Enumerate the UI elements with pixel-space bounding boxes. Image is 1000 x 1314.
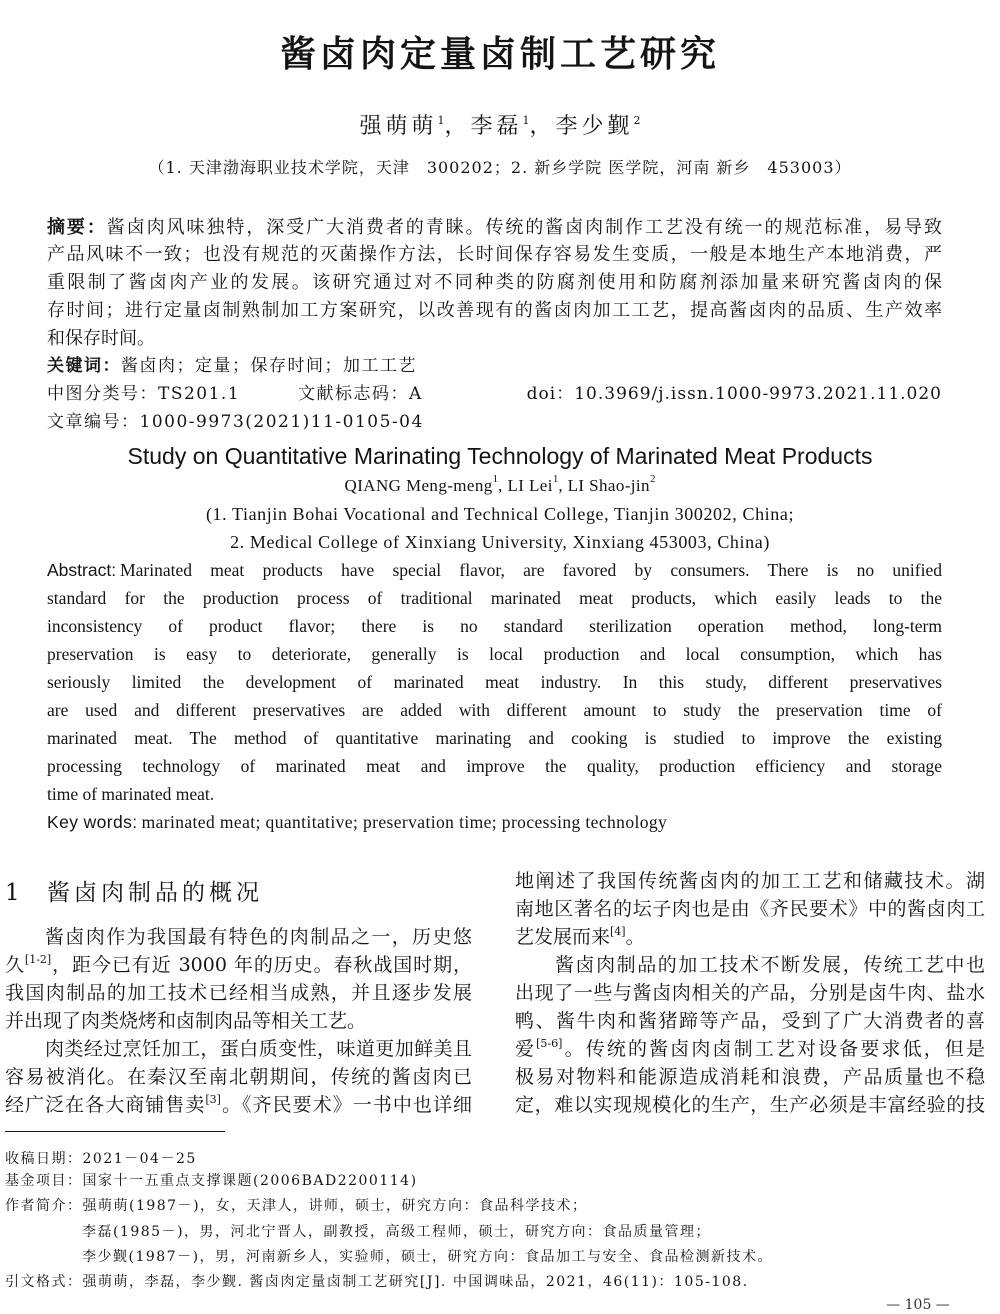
body-text: ，距今已有近 3000 年的历史。春秋战国时期， bbox=[51, 954, 472, 976]
abstract-en-line: are used and different preservatives are added with different amount to study the preservation time of bbox=[47, 700, 942, 720]
author-affiliation-mark: 1 bbox=[437, 114, 445, 127]
footnote-value: 2021－04－25 bbox=[82, 1151, 197, 1167]
authors-cn bbox=[0, 110, 1000, 144]
doi-value: 10.3969/j.issn.1000-9973.2021.11.020 bbox=[574, 384, 942, 404]
author-affiliation-mark: 1 bbox=[492, 473, 499, 485]
abstract-en-line: inconsistency of product flavor; there is no standard sterilization operation method, long-term bbox=[47, 616, 942, 636]
classification-value: TS201.1 bbox=[158, 384, 241, 404]
body-line: 我国肉制品的加工技术已经相当成熟，并且逐步发展 bbox=[5, 982, 472, 1004]
article-number-value: 1000-9973(2021)11-0105-04 bbox=[139, 412, 424, 432]
abstract-en-line: seriously limited the development of marinated meat industry. In this study, different preservatives bbox=[47, 672, 942, 692]
body-line: 南地区著名的坛子肉也是由《齐民要术》中的酱卤肉工 bbox=[515, 898, 985, 920]
body-line: 酱卤肉作为我国最有特色的肉制品之一，历史悠 bbox=[45, 926, 472, 948]
section-heading bbox=[5, 876, 263, 910]
keywords-en-text: marinated meat; quantitative; preservation time; processing technology bbox=[141, 812, 668, 832]
abstract-cn-line bbox=[47, 214, 942, 242]
author-name: 强萌萌 bbox=[359, 114, 438, 139]
keywords-cn-text: 酱卤肉；定量；保存时间；加工工艺 bbox=[121, 356, 417, 376]
footnote-value: 强萌萌，李磊，李少觐. 酱卤肉定量卤制工艺研究[J]. 中国调味品，2021，46(11)：105-108. bbox=[82, 1274, 749, 1290]
footnote-divider bbox=[5, 1131, 225, 1132]
author-affiliation-mark: 1 bbox=[552, 473, 559, 485]
body-text: 经广泛在各大商铺售卖 bbox=[5, 1094, 206, 1116]
document-code-value: A bbox=[409, 384, 423, 404]
abstract-en-text: Marinated meat products have special flavor, are favored by consumers. There is no unified bbox=[120, 560, 942, 580]
body-text: 。《齐民要术》一书中也详细 bbox=[220, 1094, 472, 1116]
abstract-en-label: Abstract: bbox=[47, 560, 117, 580]
article-number-label: 文章编号： bbox=[47, 412, 140, 432]
footnote-label: 收稿日期： bbox=[5, 1151, 83, 1167]
body-line: 并出现了肉类烧烤和卤制肉品等相关工艺。 bbox=[5, 1010, 367, 1032]
footnote-label: 引文格式： bbox=[5, 1274, 83, 1290]
footnote-author-bio bbox=[5, 1194, 588, 1218]
doi bbox=[527, 380, 942, 408]
body-text: 艺发展而来 bbox=[515, 926, 611, 948]
keywords-cn bbox=[47, 352, 417, 380]
classification-label: 中图分类号： bbox=[47, 384, 158, 404]
abstract-cn-line: 重限制了酱卤肉产业的发展。该研究通过对不同种类的防腐剂使用和防腐剂添加量来研究酱卤肉的保 bbox=[47, 272, 942, 293]
affiliation-cn: （1. 天津渤海职业技术学院，天津 300202；2. 新乡学院 医学院，河南 新乡 453003） bbox=[148, 158, 852, 177]
abstract-en-line: processing technology of marinated meat and improve the quality, production efficiency and storage bbox=[47, 756, 942, 776]
section-number: 1 bbox=[5, 880, 20, 906]
body-line: 出现了一些与酱卤肉相关的产品，分别是卤牛肉、盐水 bbox=[515, 982, 985, 1004]
footnote-value: 强萌萌(1987－)，女，天津人，讲师，硕士，研究方向：食品科学技术； bbox=[82, 1198, 588, 1214]
body-line bbox=[515, 923, 985, 951]
footnote-author-bio: 李磊(1985－)，男，河北宁晋人，副教授，高级工程师，硕士，研究方向：食品质量管理； bbox=[82, 1224, 712, 1240]
body-line bbox=[5, 951, 472, 979]
author-name-en: QIANG Meng-meng bbox=[344, 476, 493, 495]
authors-en bbox=[0, 472, 1000, 500]
keywords-en-label: Key words: bbox=[47, 812, 138, 832]
author-name-en: LI Shao-jin bbox=[567, 476, 650, 495]
document-code bbox=[298, 380, 423, 408]
footnote-funding bbox=[5, 1169, 418, 1193]
body-text: 。 bbox=[625, 926, 645, 948]
footnote-value: 国家十一五重点支撑课题(2006BAD2200114) bbox=[82, 1173, 418, 1189]
abstract-cn-text: 酱卤肉风味独特，深受广大消费者的青睐。传统的酱卤肉制作工艺没有统一的规范标准，易导致 bbox=[106, 217, 942, 238]
author-affiliation-mark: 2 bbox=[633, 114, 641, 127]
citation-ref: [4] bbox=[610, 925, 626, 938]
abstract-en-line: standard for the production process of traditional marinated meat products, which easily leads to the bbox=[47, 588, 942, 608]
footnote-label: 作者简介： bbox=[5, 1198, 83, 1214]
author-separator: ， bbox=[529, 114, 556, 139]
body-line: 定，难以实现规模化的生产，生产必须是丰富经验的技 bbox=[515, 1094, 985, 1116]
doi-label: doi： bbox=[526, 384, 575, 404]
abstract-cn-line: 和保存时间。 bbox=[47, 328, 155, 349]
body-line: 肉类经过烹饪加工，蛋白质变性，味道更加鲜美且 bbox=[45, 1038, 472, 1060]
author-name-en: LI Lei bbox=[507, 476, 553, 495]
paper-title-cn: 酱卤肉定量卤制工艺研究 bbox=[279, 34, 720, 75]
classification-number bbox=[47, 380, 240, 408]
body-line: 鸭、酱牛肉和酱猪蹄等产品，受到了广大消费者的喜 bbox=[515, 1010, 985, 1032]
footnote-citation bbox=[5, 1270, 749, 1294]
body-line: 酱卤肉制品的加工技术不断发展，传统工艺中也 bbox=[555, 954, 985, 976]
abstract-cn-line: 产品风味不一致；也没有规范的灭菌操作方法，长时间保存容易发生变质，一般是本地生产本地消费，严 bbox=[47, 244, 942, 265]
body-line: 极易对物料和能源造成消耗和浪费，产品质量也不稳 bbox=[515, 1066, 985, 1088]
article-number bbox=[47, 408, 424, 436]
footnote-received bbox=[5, 1147, 197, 1171]
abstract-en-line: preservation is easy to deteriorate, generally is local production and local consumption, which has bbox=[47, 644, 942, 664]
author-separator: , bbox=[498, 476, 508, 495]
footnote-label: 基金项目： bbox=[5, 1173, 83, 1189]
abstract-en-line bbox=[47, 556, 942, 584]
body-line: 容易被消化。在秦汉至南北朝期间，传统的酱卤肉已 bbox=[5, 1066, 472, 1088]
body-line bbox=[515, 1035, 985, 1063]
author-name: 李少觐 bbox=[555, 114, 634, 139]
body-line: 地阐述了我国传统酱卤肉的加工工艺和储藏技术。湖 bbox=[515, 870, 985, 892]
abstract-en-line: time of marinated meat. bbox=[47, 784, 215, 804]
citation-ref: [1-2] bbox=[24, 953, 52, 966]
author-affiliation-mark: 2 bbox=[649, 473, 656, 485]
author-separator: , bbox=[558, 476, 568, 495]
citation-ref: [5-6] bbox=[536, 1037, 563, 1050]
body-text: 。传统的酱卤肉卤制工艺对设备要求低，但是 bbox=[562, 1038, 985, 1060]
abstract-cn-line: 存时间；进行定量卤制熟制加工方案研究，以改善现有的酱卤肉加工工艺，提高酱卤肉的品质、生产效率 bbox=[47, 300, 942, 321]
body-text: 爱 bbox=[515, 1038, 537, 1060]
abstract-en-line: marinated meat. The method of quantitative marinating and cooking is studied to improve the existing bbox=[47, 728, 942, 748]
body-text: 久 bbox=[5, 954, 25, 976]
citation-ref: [3] bbox=[205, 1093, 221, 1106]
section-title: 酱卤肉制品的概况 bbox=[47, 880, 263, 906]
author-name: 李磊 bbox=[470, 114, 523, 139]
keywords-cn-label: 关键词： bbox=[47, 356, 121, 376]
author-separator: ， bbox=[444, 114, 471, 139]
keywords-en bbox=[47, 808, 667, 836]
affiliation-en-line: (1. Tianjin Bohai Vocational and Technical College, Tianjin 300202, China; bbox=[205, 504, 795, 524]
body-line bbox=[5, 1091, 472, 1119]
paper-title-en: Study on Quantitative Marinating Technology of Marinated Meat Products bbox=[127, 443, 873, 469]
author-affiliation-mark: 1 bbox=[522, 114, 530, 127]
abstract-cn-label: 摘要： bbox=[47, 217, 107, 238]
footnote-author-bio: 李少觐(1987－)，男，河南新乡人，实验师，硕士，研究方向：食品加工与安全、食品检测新技术。 bbox=[82, 1249, 774, 1265]
affiliation-en-line: 2. Medical College of Xinxiang University, Xinxiang 453003, China) bbox=[230, 532, 770, 552]
page-number: — 105 — bbox=[886, 1297, 950, 1313]
document-code-label: 文献标志码： bbox=[298, 384, 409, 404]
